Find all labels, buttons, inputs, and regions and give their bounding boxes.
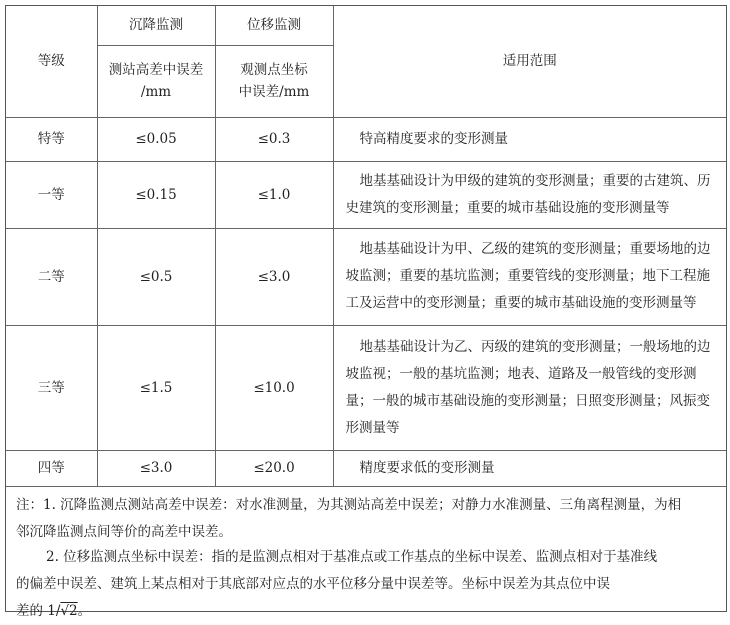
- note-2-line-3-prefix: 差的 1/: [16, 603, 61, 619]
- standard-table-frame: [5, 5, 727, 619]
- grade-cell: 三等: [6, 325, 97, 450]
- scope-line: 坡监测；重要的基坑监测；重要管线的变形测量；地下工程施: [345, 268, 710, 284]
- header-displacement: 位移监测: [215, 6, 333, 45]
- header-grade: 等级: [6, 6, 97, 117]
- header-row-1: [6, 6, 726, 45]
- scope-cell: [333, 161, 726, 228]
- scope-line: [346, 334, 717, 361]
- settlement-cell: ≤1.5: [97, 325, 215, 450]
- scope-line: [346, 236, 717, 263]
- settlement-cell: ≤3.0: [97, 450, 215, 486]
- header-settlement-sub-text: 测站高差中误差: [108, 62, 204, 78]
- scope-cell: [333, 450, 726, 486]
- table-row: [6, 325, 726, 450]
- table-row: [6, 161, 726, 228]
- scope-line: 量；一般的城市基础设施的变形测量；日照变形测量；风振变: [345, 392, 710, 409]
- scope-line-text: 特高精度要求的变形测量: [359, 130, 508, 147]
- header-scope: 适用范围: [333, 6, 726, 117]
- header-displacement-sub-text2: 中误差/mm: [238, 84, 310, 100]
- scope-line: 形测量等: [345, 419, 400, 436]
- settlement-cell: ≤0.05: [97, 117, 215, 161]
- displacement-cell: ≤1.0: [215, 161, 333, 228]
- note-1-line-1: 注：1. 沉降监测点测站高差中误差：对水准测量，为其测站高差中误差；对静力水准测量、三角离程测量，为相: [16, 497, 682, 513]
- scope-line-text: 精度要求低的变形测量: [359, 459, 495, 476]
- header-displacement-sub-text: 观测点坐标: [240, 62, 308, 78]
- note-2: [16, 544, 716, 625]
- deformation-grade-table: [6, 6, 726, 487]
- sqrt-two: √2: [60, 603, 78, 619]
- grade-cell: 一等: [6, 161, 97, 228]
- grade-cell: 四等: [6, 450, 97, 486]
- scope-line-text: 地基基础设计为甲、乙级的建筑的变形测量；重要场地的边: [359, 241, 711, 257]
- settlement-cell: ≤0.5: [97, 228, 215, 325]
- header-settlement-sub: [97, 45, 215, 117]
- header-settlement-unit: /mm: [140, 84, 172, 100]
- grade-cell: 二等: [6, 228, 97, 325]
- scope-cell: [333, 325, 726, 450]
- scope-line: [346, 168, 717, 195]
- note-2-line-1: 2. 位移监测点坐标中误差：指的是监测点相对于基准点或工作基点的坐标中误差、监测点相对于基准线: [46, 549, 658, 565]
- table-row: [6, 450, 726, 486]
- scope-line: 史建筑的变形测量；重要的城市基础设施的变形测量等: [345, 199, 670, 216]
- note-1: [16, 492, 716, 546]
- scope-line-text: 地基基础设计为乙、丙级的建筑的变形测量；一般场地的边: [359, 338, 711, 355]
- header-settlement: 沉降监测: [97, 6, 215, 45]
- table-row: [6, 228, 726, 325]
- note-2-line-3-suffix: 。: [77, 603, 92, 619]
- note-2-line-3: [16, 598, 716, 625]
- grade-cell: 特等: [6, 117, 97, 161]
- note-1-line-2: 邻沉降监测点间等价的高差中误差。: [16, 524, 232, 540]
- scope-line: [346, 455, 717, 482]
- displacement-cell: ≤20.0: [215, 450, 333, 486]
- scope-line: 工及运营中的变形测量；重要的城市基础设施的变形测量等: [345, 295, 697, 311]
- displacement-cell: ≤0.3: [215, 117, 333, 161]
- scope-line-text: 地基基础设计为甲级的建筑的变形测量；重要的古建筑、历: [359, 172, 711, 189]
- settlement-cell: ≤0.15: [97, 161, 215, 228]
- scope-cell: [333, 228, 726, 325]
- scope-line: [346, 126, 717, 153]
- scope-cell: [333, 117, 726, 161]
- note-2-line-2: 的偏差中误差、建筑上某点相对于其底部对应点的水平位移分量中误差等。坐标中误差为其点位中误: [16, 576, 610, 592]
- scope-line: 坡监视；一般的基坑监测；地表、道路及一般管线的变形测: [345, 365, 697, 382]
- table-row: [6, 117, 726, 161]
- displacement-cell: ≤3.0: [215, 228, 333, 325]
- displacement-cell: ≤10.0: [215, 325, 333, 450]
- header-displacement-sub: [215, 45, 333, 117]
